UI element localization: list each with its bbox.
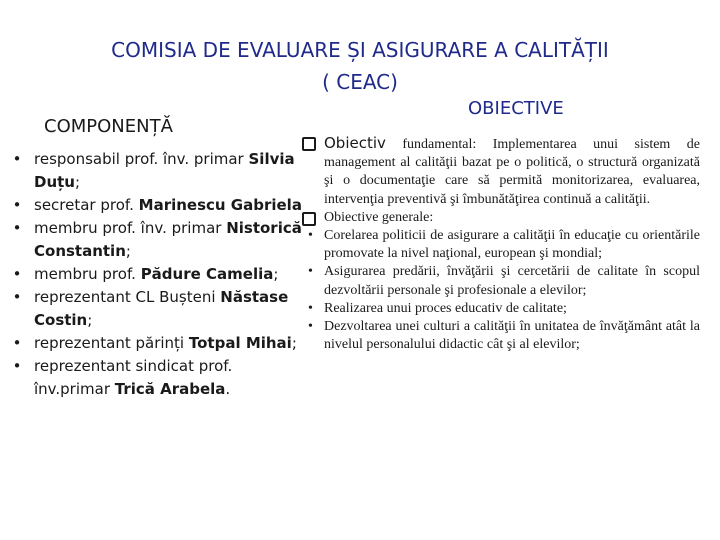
objective-item: • Dezvoltarea unei culturi a calităţii în unitatea de învăţământ atât la nivelul personalului didactic cât şi al elevilor; [308,319,700,353]
member-item: • responsabil prof. înv. primar Silvia Duțu; [8,148,308,194]
bullet-dot-icon: • [12,334,22,352]
objective-item: • Asigurarea predării, învăţării şi cercetării de calitate în scopul dezvoltării personale şi profesionale a elevilor; [308,264,700,298]
composition-heading: COMPONENȚĂ [44,116,173,137]
bullet-dot-icon: • [12,357,22,375]
bullet-dot-icon: • [12,150,22,168]
member-item: • reprezentant sindicat prof. înv.primar Trică Arabela. [8,355,308,401]
member-item: • reprezentant părinți Totpal Mihai; [8,332,308,355]
title-line-1: COMISIA DE EVALUARE ȘI ASIGURARE A CALITĂȚII [111,38,609,62]
objective-item: • Corelarea politicii de asigurare a calităţii în educaţie cu orientările promovate la nivel naţional, european şi mondial; [308,228,700,262]
page-title [0,34,720,98]
square-bullet-icon [302,137,316,151]
bullet-dot-icon: • [12,265,22,283]
objective-item: • Realizarea unui proces educativ de calitate; [300,300,700,318]
fundamental-objective-text: fundamental: Implementarea unui sistem de management al calităţii bazat pe o politică, o structură organizată şi o documentaţie care să permită monitorizarea, evaluarea, intervenţia preventivă şi îmbunătăţirea continuă a calităţii. [324,137,701,207]
bullet-dot-icon: • [12,288,22,306]
bullet-dot-icon: • [308,300,313,316]
bullet-dot-icon: • [308,319,313,335]
member-item: • reprezentant CL Bușteni Năstase Costin; [8,286,308,332]
fundamental-objective: Obiectiv fundamental: Implementarea unui sistem de management al calităţii bazat pe o politică, o structură organizată şi o documentaţie care să permită monitorizarea, evaluarea, intervenţia preventivă şi îmbunătăţirea continuă a calităţii. [300,134,700,209]
member-item: • membru prof. înv. primar Nistorică Constantin; [8,217,308,263]
bullet-dot-icon: • [308,264,313,280]
bullet-dot-icon: • [12,196,22,214]
bullet-dot-icon: • [12,219,22,237]
square-bullet-icon [302,212,316,226]
objectives-heading: OBIECTIVE [468,98,564,119]
title-line-2: ( CEAC) [322,70,398,94]
general-objectives-label: Obiective generale: [300,209,700,227]
member-item: • membru prof. Pădure Camelia; [8,263,308,286]
members-list [8,148,308,401]
objectives-panel [300,134,700,354]
bullet-dot-icon: • [308,228,313,244]
member-item: • secretar prof. Marinescu Gabriela [8,194,308,217]
